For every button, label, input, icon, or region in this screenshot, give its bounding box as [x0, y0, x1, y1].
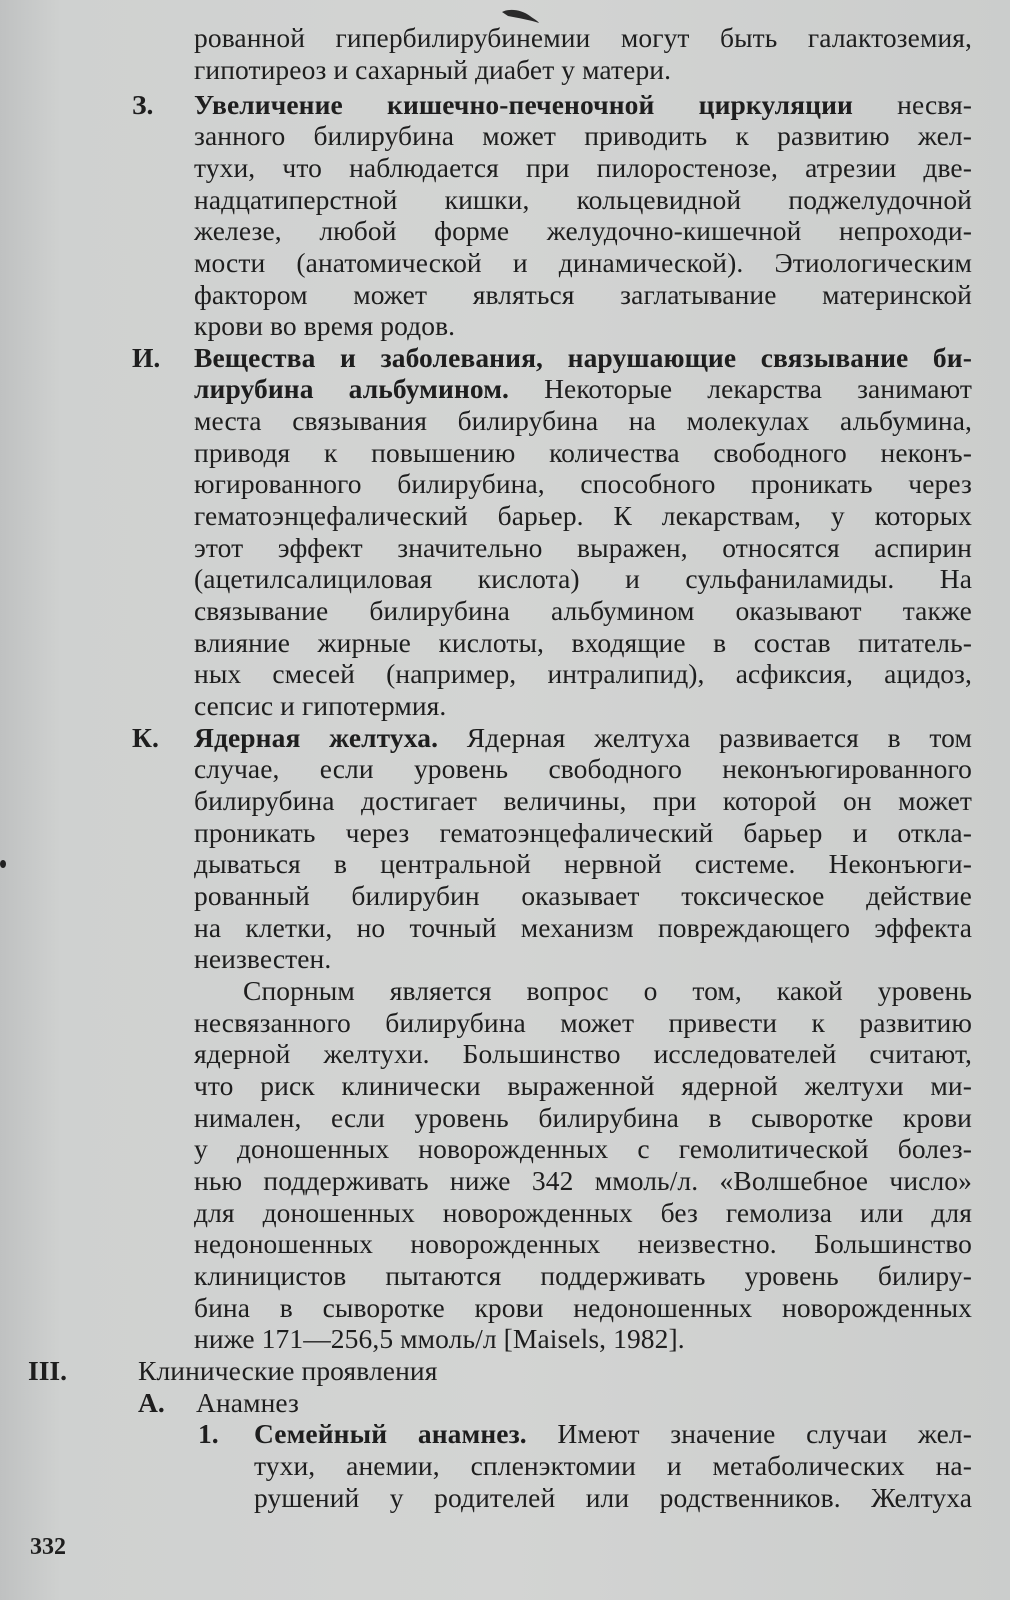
- text-line: что риск клинически выраженной ядерной желтухи ми-: [194, 1070, 972, 1101]
- text-fragment: несвя-: [852, 89, 972, 120]
- item-1-heading-line: [254, 1418, 972, 1449]
- section-iii-heading: Клинические проявления: [138, 1355, 438, 1386]
- item-k-heading-line: [194, 722, 972, 753]
- text-line: тухи, анемии, спленэктомии и метаболических на-: [254, 1450, 972, 1481]
- text-line: сепсис и гипотермия.: [194, 690, 447, 721]
- text-line: надцатиперстной кишки, кольцевидной поджелудочной: [194, 184, 972, 215]
- text-line: клиницистов пытаются поддерживать уровень билиру-: [194, 1260, 972, 1291]
- text-line: случае, если уровень свободного неконъюгированного: [194, 753, 972, 784]
- text-line: фактором может являться заглатывание материнской: [194, 279, 972, 310]
- text-line: несвязанного билирубина может привести к развитию: [194, 1007, 972, 1038]
- text-fragment: Ядерная желтуха развивается в том: [438, 722, 972, 753]
- text-line: на клетки, но точный механизм повреждающего эффекта: [194, 912, 972, 943]
- text-line: ядерной желтухи. Большинство исследователей считают,: [194, 1038, 972, 1069]
- item-i-heading: Вещества и заболевания, нарушающие связывание би-: [194, 342, 972, 373]
- text-line: билирубина достигает величины, при которой он может: [194, 785, 972, 816]
- text-fragment: Имеют значение случаи жел-: [526, 1418, 972, 1449]
- text-line: для доношенных новорожденных без гемолиза или для: [194, 1197, 972, 1228]
- text-line: железе, любой форме желудочно-кишечной непроходи-: [194, 215, 972, 246]
- margin-ink-dot: [0, 860, 6, 868]
- text-line: бина в сыворотке крови недоношенных новорожденных: [194, 1292, 972, 1323]
- page-number: 332: [30, 1534, 66, 1560]
- item-marker-k: К.: [132, 722, 159, 753]
- text-line: ниже 171—256,5 ммоль/л [Maisels, 1982].: [194, 1323, 685, 1354]
- text-line: рованной гипербилирубинемии могут быть галактоземия,: [194, 22, 972, 53]
- item-i-heading-line: [194, 373, 972, 404]
- item-k-heading: Ядерная желтуха.: [194, 722, 439, 753]
- text-line: места связывания билирубина на молекулах альбумина,: [194, 405, 972, 436]
- subsection-marker-a: А.: [138, 1387, 165, 1418]
- text-line: приводя к повышению количества свободного неконъ-: [194, 437, 972, 468]
- text-line: рованный билирубин оказывает токсическое действие: [194, 880, 972, 911]
- text-line: нью поддерживать ниже 342 ммоль/л. «Волшебное число»: [194, 1165, 972, 1196]
- text-line: (ацетилсалициловая кислота) и сульфаниламиды. На: [194, 563, 972, 594]
- text-line: гематоэнцефалический барьер. К лекарствам, у которых: [194, 500, 972, 531]
- item-marker-1: 1.: [198, 1418, 219, 1449]
- text-line: связывание билирубина альбумином оказывают также: [194, 595, 972, 626]
- text-line: крови во время родов.: [194, 310, 456, 341]
- text-line: недоношенных новорожденных неизвестно. Большинство: [194, 1228, 972, 1259]
- text-line: этот эффект значительно выражен, относятся аспирин: [194, 532, 972, 563]
- item-z-heading-line: [194, 89, 972, 120]
- paragraph-first-line: Спорным является вопрос о том, какой уровень: [243, 975, 972, 1006]
- text-line: проникать через гематоэнцефалический барьер и откла-: [194, 817, 972, 848]
- text-line: гипотиреоз и сахарный диабет у матери.: [194, 54, 672, 85]
- text-line: югированного билирубина, способного проникать через: [194, 468, 972, 499]
- text-line: тухи, что наблюдается при пилоростенозе, атрезии две-: [194, 152, 972, 183]
- text-line: у доношенных новорожденных с гемолитической болез-: [194, 1133, 972, 1164]
- text-line: дываться в центральной нервной системе. Неконъюги-: [194, 848, 972, 879]
- text-fragment: Некоторые лекарства занимают: [509, 373, 972, 404]
- item-1-heading: Семейный анамнез.: [254, 1418, 527, 1449]
- text-line: рушений у родителей или родственников. Желтуха: [254, 1482, 972, 1513]
- item-i-heading-cont: лирубина альбумином.: [194, 373, 510, 404]
- item-z-heading: Увеличение кишечно-печеночной циркуляции: [194, 89, 853, 120]
- item-marker-i: И.: [132, 342, 161, 373]
- text-line: нимален, если уровень билирубина в сыворотке крови: [194, 1102, 972, 1133]
- item-marker-z: З.: [132, 89, 154, 120]
- text-line: мости (анатомической и динамической). Этиологическим: [194, 247, 972, 278]
- section-marker-iii: III.: [28, 1355, 67, 1386]
- text-line: занного билирубина может приводить к развитию жел-: [194, 120, 972, 151]
- text-line: неизвестен.: [194, 943, 332, 974]
- subsection-a-heading: Анамнез: [196, 1387, 300, 1418]
- text-line: влияние жирные кислоты, входящие в состав питатель-: [194, 627, 972, 658]
- text-line: ных смесей (например, интралипид), асфиксия, ацидоз,: [194, 658, 972, 689]
